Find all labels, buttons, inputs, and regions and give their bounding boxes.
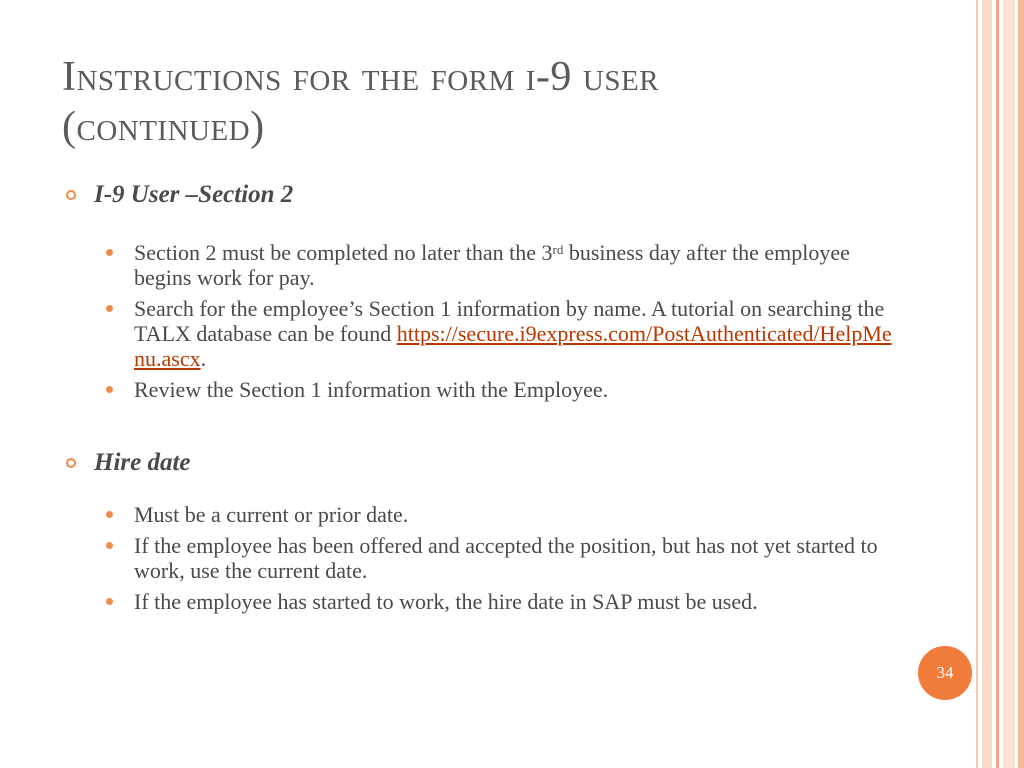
list-item-text: Must be a current or prior date. — [134, 502, 409, 527]
list-item-text: If the employee has started to work, the hire date in SAP must be used. — [134, 589, 758, 614]
dot-bullet-icon — [106, 305, 113, 312]
stripe — [982, 0, 992, 768]
section-heading — [62, 178, 892, 212]
slide-title-line2: (continued) — [62, 104, 265, 150]
slide-title — [62, 52, 912, 152]
list-item-text: business day after the employee begins work for pay. — [134, 240, 850, 290]
dot-bullet-icon — [106, 249, 113, 256]
stripe — [1018, 0, 1024, 768]
list-item — [62, 502, 892, 527]
bullet-list — [62, 240, 892, 402]
list-item — [62, 533, 892, 583]
page-number: 34 — [936, 663, 954, 682]
list-item — [62, 589, 892, 614]
dot-bullet-icon — [106, 386, 113, 393]
list-item — [62, 377, 892, 402]
list-item — [62, 240, 892, 290]
ring-bullet-icon — [66, 190, 76, 200]
decorative-stripes — [976, 0, 1024, 768]
stripe — [976, 0, 978, 768]
bullet-list — [62, 502, 892, 614]
list-item-text: Review the Section 1 information with the Employee. — [134, 377, 609, 402]
section-heading-text: Hire date — [94, 449, 191, 476]
list-item-text: Search for the employee’s Section 1 information by name. A tutorial on searching the TALX database can be found — [134, 296, 885, 346]
section-heading — [62, 446, 892, 480]
page-number-badge — [918, 646, 972, 700]
ring-bullet-icon — [66, 458, 76, 468]
dot-bullet-icon — [106, 511, 113, 518]
section-heading-text: I-9 User –Section 2 — [94, 181, 294, 208]
list-item-text: Section 2 must be completed no later than the 3 — [134, 240, 553, 265]
stripe — [996, 0, 999, 768]
list-item-text: . — [200, 346, 207, 371]
help-menu-link[interactable]: https://secure.i9express.com/PostAuthenticated/HelpMenu.ascx — [134, 321, 892, 371]
list-item-text: If the employee has been offered and accepted the position, but has not yet started to work, use the current date. — [134, 533, 878, 583]
slide-title-line1: Instructions for the form i-9 user — [62, 54, 660, 100]
superscript: rd — [552, 242, 564, 257]
slide-content — [62, 178, 892, 620]
dot-bullet-icon — [106, 598, 113, 605]
stripe — [1003, 0, 1015, 768]
dot-bullet-icon — [106, 542, 113, 549]
list-item — [62, 296, 892, 371]
